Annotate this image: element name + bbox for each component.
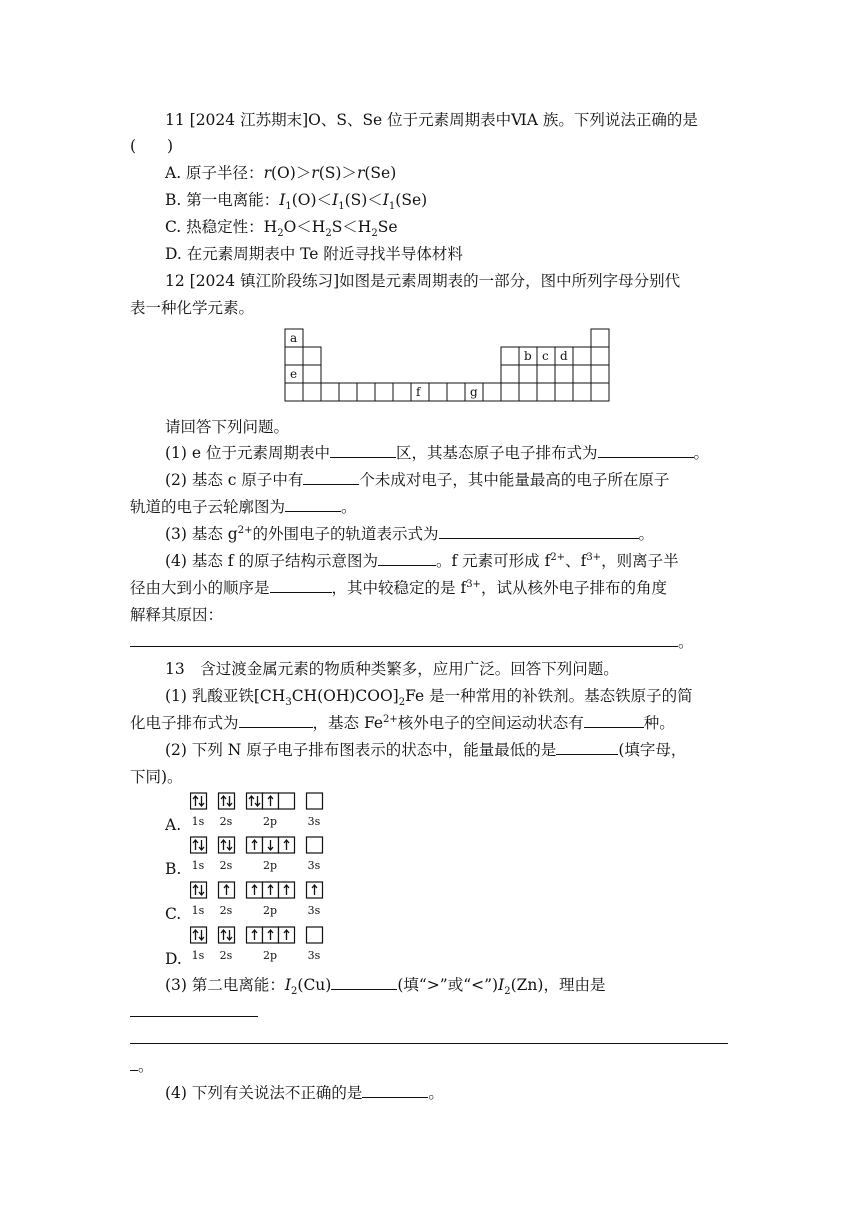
element-letter: f bbox=[416, 385, 421, 399]
q11-option-c: C. 热稳定性：$H_2O<H_2S<H_2Se$ bbox=[165, 218, 398, 240]
table-cell bbox=[321, 383, 339, 401]
orbital-label: 3s bbox=[307, 949, 321, 962]
element-letter: e bbox=[290, 367, 298, 381]
table-cell bbox=[537, 383, 555, 401]
orbital-diagram-c[interactable] bbox=[190, 881, 330, 921]
answer-blank[interactable] bbox=[362, 1083, 428, 1098]
orbital-box bbox=[307, 793, 323, 809]
table-cell bbox=[303, 383, 321, 401]
q11-answer-paren: ( ) bbox=[130, 137, 174, 155]
table-cell bbox=[303, 347, 321, 365]
table-cell bbox=[393, 383, 411, 401]
orbital-box bbox=[191, 927, 207, 943]
table-cell bbox=[501, 365, 519, 383]
q12-part3: (3) 基态 $g^{2+}$的外围电子的轨道表示式为 。 bbox=[165, 524, 655, 543]
orbital-box bbox=[247, 793, 263, 809]
table-cell bbox=[591, 347, 609, 365]
table-cell bbox=[375, 383, 393, 401]
answer-blank[interactable] bbox=[439, 524, 639, 539]
q12-part1: (1) e 位于元素周期表中 区，其基态原子电子排布式为 。 bbox=[165, 444, 710, 462]
orbital-box bbox=[279, 793, 295, 809]
orbital-label: 2s bbox=[219, 949, 233, 962]
table-cell bbox=[501, 383, 519, 401]
table-cell bbox=[429, 383, 447, 401]
orbital-label: 3s bbox=[307, 815, 321, 828]
q12-part4-cont: 径由大到小的顺序是 ，其中较稳定的是 $f^{3+}$，试从核外电子排布的角度 bbox=[130, 578, 667, 597]
orbital-box bbox=[191, 882, 207, 898]
table-cell bbox=[519, 365, 537, 383]
option-b-label[interactable]: B. bbox=[165, 860, 182, 878]
answer-blank[interactable] bbox=[330, 443, 396, 458]
orbital-box bbox=[191, 837, 207, 853]
table-cell bbox=[519, 383, 537, 401]
orbital-label: 1s bbox=[191, 949, 205, 962]
element-letter: a bbox=[290, 331, 298, 345]
q12-stem-line1: 12 [2024 镇江阶段练习]如图是元素周期表的一部分，图中所列字母分别代 bbox=[165, 272, 681, 290]
answer-blank[interactable] bbox=[556, 740, 618, 755]
periodic-table-fragment bbox=[284, 328, 612, 402]
orbital-label: 2p bbox=[262, 949, 278, 962]
table-cell bbox=[285, 347, 303, 365]
orbital-label: 2s bbox=[219, 904, 233, 917]
answer-blank[interactable] bbox=[598, 443, 694, 458]
orbital-diagram-b[interactable] bbox=[190, 836, 330, 876]
q11-stem: 11 [2024 江苏期末]O、S、Se 位于元素周期表中ⅥA 族。下列说法正确的是 bbox=[165, 111, 698, 129]
orbital-label: 2s bbox=[219, 815, 233, 828]
table-cell bbox=[591, 383, 609, 401]
table-cell bbox=[537, 365, 555, 383]
q13-part1: (1) 乳酸亚铁$[CH_3CH(OH)COO]_2Fe$ 是一种常用的补铁剂。基态铁原子的简 bbox=[165, 687, 693, 709]
table-cell bbox=[357, 383, 375, 401]
answer-blank[interactable] bbox=[130, 632, 678, 647]
q12-part2: (2) 基态 c 原子中有 个未成对电子，其中能量最高的电子所在原子 bbox=[165, 471, 670, 489]
orbital-label: 3s bbox=[307, 904, 321, 917]
q11-option-a: A. 原子半径：r(O)＞r(S)＞r(Se) bbox=[165, 164, 397, 182]
table-cell bbox=[573, 383, 591, 401]
orbital-label: 1s bbox=[191, 904, 205, 917]
q13-part1-cont: 化电子排布式为 ，基态 $Fe^{2+}$核外电子的空间运动状态有 种。 bbox=[130, 713, 675, 732]
q13-part3-reason-line1 bbox=[130, 1002, 258, 1022]
q12-stem-line2: 表一种化学元素。 bbox=[130, 299, 255, 317]
answer-blank[interactable] bbox=[584, 713, 644, 728]
element-letter: g bbox=[470, 385, 478, 399]
q13-part3-reason-line2 bbox=[130, 1029, 728, 1049]
orbital-box bbox=[219, 793, 235, 809]
q13-part3-reason-line3: 。 bbox=[130, 1056, 154, 1076]
element-letter: b bbox=[524, 349, 532, 363]
table-cell bbox=[573, 347, 591, 365]
orbital-box bbox=[191, 793, 207, 809]
answer-blank[interactable] bbox=[303, 470, 359, 485]
orbital-diagram-a[interactable] bbox=[190, 792, 330, 832]
answer-blank[interactable] bbox=[270, 578, 332, 593]
answer-blank[interactable] bbox=[130, 1056, 138, 1071]
table-cell bbox=[555, 365, 573, 383]
answer-blank[interactable] bbox=[378, 551, 436, 566]
table-cell bbox=[555, 383, 573, 401]
orbital-label: 3s bbox=[307, 859, 321, 872]
orbital-box bbox=[219, 927, 235, 943]
option-c-label[interactable]: C. bbox=[165, 905, 182, 923]
option-a-label[interactable]: A. bbox=[165, 816, 182, 834]
table-cell bbox=[591, 329, 609, 347]
orbital-box bbox=[307, 837, 323, 853]
table-cell bbox=[447, 383, 465, 401]
q12-part4: (4) 基态 f 的原子结构示意图为 。f 元素可形成 $f^{2+}$、$f^{3+}$，则离子半 bbox=[165, 551, 679, 570]
answer-blank[interactable] bbox=[130, 1002, 258, 1017]
q11-option-b: B. 第一电离能：$I_1(O)<I_1(S)<I_1(Se)$ bbox=[165, 191, 428, 213]
q13-part4: (4) 下列有关说法不正确的是 。 bbox=[165, 1084, 444, 1102]
q12-ask: 请回答下列问题。 bbox=[165, 418, 290, 436]
orbital-label: 1s bbox=[191, 815, 205, 828]
orbital-box bbox=[307, 927, 323, 943]
orbital-box bbox=[219, 837, 235, 853]
table-cell bbox=[285, 383, 303, 401]
q13-part2-cont: 下同)。 bbox=[130, 768, 183, 786]
q12-part2-cont: 轨道的电子云轮廓图为 。 bbox=[130, 498, 357, 516]
answer-blank[interactable] bbox=[130, 1029, 728, 1044]
orbital-label: 2p bbox=[262, 815, 278, 828]
table-cell bbox=[339, 383, 357, 401]
table-cell bbox=[501, 347, 519, 365]
orbital-label: 2s bbox=[219, 859, 233, 872]
q13-part2: (2) 下列 N 原子电子排布图表示的状态中，能量最低的是 (填字母， bbox=[165, 741, 687, 759]
q11-option-d: D. 在元素周期表中 Te 附近寻找半导体材料 bbox=[165, 245, 463, 263]
q12-part4-reason-line: 。 bbox=[130, 632, 694, 652]
answer-blank[interactable] bbox=[285, 497, 341, 512]
answer-blank[interactable] bbox=[331, 975, 397, 990]
element-letter: c bbox=[542, 349, 549, 363]
orbital-label: 2p bbox=[262, 904, 278, 917]
option-d-label[interactable]: D. bbox=[165, 950, 182, 968]
element-letter: d bbox=[560, 349, 568, 363]
orbital-label: 2p bbox=[262, 859, 278, 872]
q12-part4-reason: 解释其原因： bbox=[130, 606, 224, 624]
table-cell bbox=[573, 365, 591, 383]
table-cell bbox=[591, 365, 609, 383]
table-cell bbox=[483, 383, 501, 401]
answer-blank[interactable] bbox=[239, 713, 313, 728]
q13-stem: 13 含过渡金属元素的物质种类繁多，应用广泛。回答下列问题。 bbox=[165, 660, 619, 678]
orbital-diagram-d[interactable] bbox=[190, 926, 330, 966]
orbital-label: 1s bbox=[191, 859, 205, 872]
q13-part3: (3) 第二电离能：$I_2(Cu)$ (填“>”或“$<”)I_2(Zn)$，理由是 bbox=[165, 976, 606, 998]
table-cell bbox=[303, 365, 321, 383]
